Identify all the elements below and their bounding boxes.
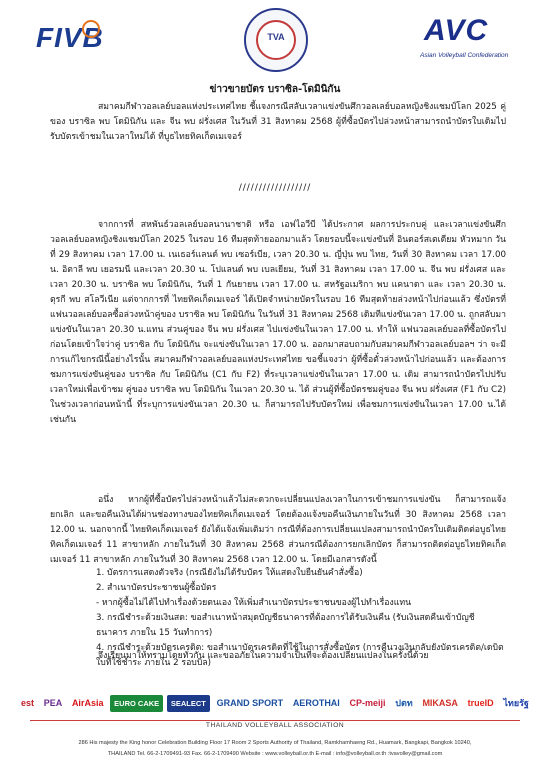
- sponsor-logo: MIKASA: [422, 698, 458, 708]
- footer-address: 286 His majesty the King honor Celebration Building Floor 17 Room 2 Sports Authority of Thailand, Ramkhamhaeng Rd., Huamark, Bangkapi, Bangkok 10240,: [78, 740, 472, 746]
- sponsor-logo: GRAND SPORT: [216, 698, 284, 708]
- sponsor-logo: AEROTHAI: [292, 698, 340, 708]
- list-item: - หากผู้ซื้อไม่ได้ไปทำเรื่องด้วยตนเอง ให้เพิ่มสำเนาบัตรประชาชนของผู้ไปทำเรื่องแทน: [96, 598, 412, 608]
- volleyball-icon: [82, 20, 100, 38]
- footer-org-name: THAILAND VOLLEYBALL ASSOCIATION: [205, 722, 345, 729]
- sponsor-logo: PEA: [43, 698, 63, 708]
- list-item: 3. กรณีชำระด้วยเงินสด: ขอสำเนาหน้าสมุดบัญชีธนาคารที่ต้องการได้รับเงินคืน (รับเงินสดคืนเข้าบัญชีธนาคาร ภายใน 15 วันทำการ): [96, 613, 475, 638]
- list-item: 2. สำเนาบัตรประชาชนผู้ซื้อบัตร: [96, 583, 217, 593]
- sponsor-logo: ไทยรัฐ: [503, 698, 529, 708]
- separator: //////////////////: [238, 183, 312, 193]
- body-paragraph-1: จากการที่ สหพันธ์วอลเลย์บอลนานาชาติ หรือ เอฟไอวีบี ได้ประกาศ ผลการประกบคู่ และเวลาแข่งขันศึกวอลเลย์บอลหญิงชิงแชมป์โลก 2025 ในรอบ 16 ทีมสุดท้ายออกมาแล้ว โดยรอบนี้จะแข่งขันที่ อินดอร์สเตเดียม หัวหมาก วันที่ 29 สิงหาคม เวลา 17.00 น. เนเธอร์แลนด์ พบ เซอร์เบีย, เวลา 20.30 น. ญี่ปุ่น พบ ไทย, วันที่ 30 สิงหาคม เวลา 17.00 น. อิตาลี พบ เยอรมนี และเวลา 20.30 น. โปแลนด์ พบ เบลเยียม, วันที่ 31 สิงหาคม เวลา 17.00 น. จีน พบ ฝรั่งเศส และ เวลา 20.30 น. บราซิล พบ โดมินิกัน, วันที่ 1 กันยายน เวลา 17.00 น. สหรัฐอเมริกา พบ แคนาดา และ เวลา 20.30 น. ตุรกี พบ สโลวีเนีย แต่จากการที่ ไทยทิคเก็ตเมเจอร์ ได้เปิดจำหน่ายบัตรในรอบ 16 ทีมสุดท้ายล่วงหน้าไปก่อนแล้ว ซึ่งบัตรที่แฟนวอลเลย์บอลซื้อล่วงหน้าคู่ของ บราซิล พบ โดมินิกัน ในวันที่ 31 สิงหาคม 2568 เดิมทีแข่งขันเวลา 17.00 น. ถูกสลับมาแข่งขันในเวลา 20.30 น.แทน ส่วนคู่ของ จีน พบ ฝรั่งเศส ไปแข่งขันในเวลา 17.00 น. ทำให้ แฟนวอลเลย์บอลที่ซื้อบัตรไปก่อนโดยเข้าใจว่าคู่ บราซิล กับ โดมินิกัน จะแข่งขันในเวลา 17.00 น. ออกมาสอบถามกับสมาคมกีฬาวอลเลย์บอลฯ ว่า จะมีการแก้ไขกรณีนี้อย่างไรนั้น สมาคมกีฬาวอลเลย์บอลแห่งประเทศไทย ขอชี้แจงว่า ผู้ที่ซื้อตั๋วล่วงหน้าไปก่อนแล้ว และต้องการชมการแข่งขันคู่ของ บราซิล กับ โดมินิกัน (C1 กับ F2) ที่ระบุเวลาแข่งขันในเวลา 17.00 น. เดิม สามารถนำบัตรไปปรับเวลาใหม่เพื่อเข้าชม คู่ของ บราซิล พบ โดมินิกัน ในเวลา 20.30 น. ได้ ส่วนผู้ที่ซื้อบัตรชมคู่ของ จีน พบ ฝรั่งเศส (F1 กับ C2) ในช่วงเวลาก่อนหน้านี้ ที่ระบุการแข่งขันเวลา 20.30 น. ก็สามารถไปรับบัตรใหม่ เพื่อชมการแข่งขันในเวลา 17.00 น.ได้เช่นกัน: [50, 220, 506, 425]
- footer-contact: THAILAND Tel. 66-2-1709491-93 Fax. 66-2-1709490 Website : www.volleyball.or.th E-mail : info@volleyball.or.th :tvavolley@gmail.com: [107, 751, 443, 757]
- footer-divider: [30, 720, 520, 721]
- sponsor-logo: AirAsia: [71, 698, 104, 708]
- list-item: 1. บัตรการแสดงตัวจริง (กรณียังไม่ได้รับบัตร ให้แสดงใบยืนยันคำสั่งซื้อ): [96, 568, 363, 578]
- tva-seal-logo: TVA: [244, 8, 308, 72]
- document-title: ข่าวขายบัตร บราซิล-โดมินิกัน: [209, 84, 341, 95]
- sponsor-logo: CP-meiji: [349, 698, 386, 708]
- fivb-logo: FIVB: [36, 22, 104, 53]
- closing-paragraph: จึงเรียนมาให้ทราบโดยทั่วกัน และขออภัยในความจำเป็นที่จะต้องเปลี่ยนแปลงในครั้งนี้ด้วย: [98, 651, 429, 661]
- sponsor-logo: SEALECT: [167, 695, 210, 712]
- sponsor-logo: ปตท: [395, 698, 413, 708]
- intro-paragraph: สมาคมกีฬาวอลเลย์บอลแห่งประเทศไทย ชี้แจงกรณีสลับเวลาแข่งขันศึกวอลเลย์บอลหญิงชิงแชมป์โลก 2025 คู่ของ บราซิล พบ โดมินิกัน และ จีน พบ ฝรั่งเศส ในวันที่ 31 สิงหาคม 2568 ผู้ที่ซื้อบัตรไปล่วงหน้าสามารถนำบัตรใบเดิมไปรับบัตรเข้าชมในเวลาใหม่ได้ ที่บูธไทยทิคเก็ตเมเจอร์: [50, 102, 506, 142]
- list-item: 4. กรณีชำระด้วยบัตรเครดิต: ขอสำเนาบัตรเครดิตที่ใช้ในการสั่งซื้อบัตร (การคืนวงเงินกลับยังบัตรเครดิต/เดบิตใบที่ใช้ชำระ ภายใน 2 รอบบิล): [96, 643, 504, 668]
- sponsor-logo: EURO CAKE: [110, 695, 163, 712]
- avc-logo: AVC Asian Volleyball Confederation: [420, 14, 509, 59]
- body-paragraph-2: อนึ่ง หากผู้ที่ซื้อบัตรไปล่วงหน้าแล้วไม่สะดวกจะเปลี่ยนแปลงเวลาในการเข้าชมการแข่งขัน ก็สามารถแจ้งยกเลิก และขอคืนเงินได้ผ่านช่องทางของไทยทิคเก็ตเมเจอร์ โดยต้องแจ้งขอคืนเงินภายในวันที่ 30 สิงหาคม 2568 เวลา 12.00 น. นอกจากนี้ ไทยทิคเก็ตเมเจอร์ ยังได้แจ้งเพิ่มเติมว่า กรณีที่ต้องการเปลี่ยนแปลงสามารถนำบัตรใบเดิมติดต่อบูธไทยทิคเก็ตเมเจอร์ 11 สาขาหลัก ภายในวันที่ 30 สิงหาคม 2568 ส่วนกรณีต้องการยกเลิกบัตร ก็สามารถติดต่อบูธไทยทิคเก็ตเมเจอร์ 11 สาขาหลัก ภายในวันที่ 30 สิงหาคม 2568 เวลา 12.00 น. โดยมีเอกสารดังนี้: [50, 495, 506, 565]
- sponsor-logo: est: [21, 698, 35, 708]
- sponsor-bar: [18, 690, 532, 716]
- sponsor-logo: trueID: [467, 698, 494, 708]
